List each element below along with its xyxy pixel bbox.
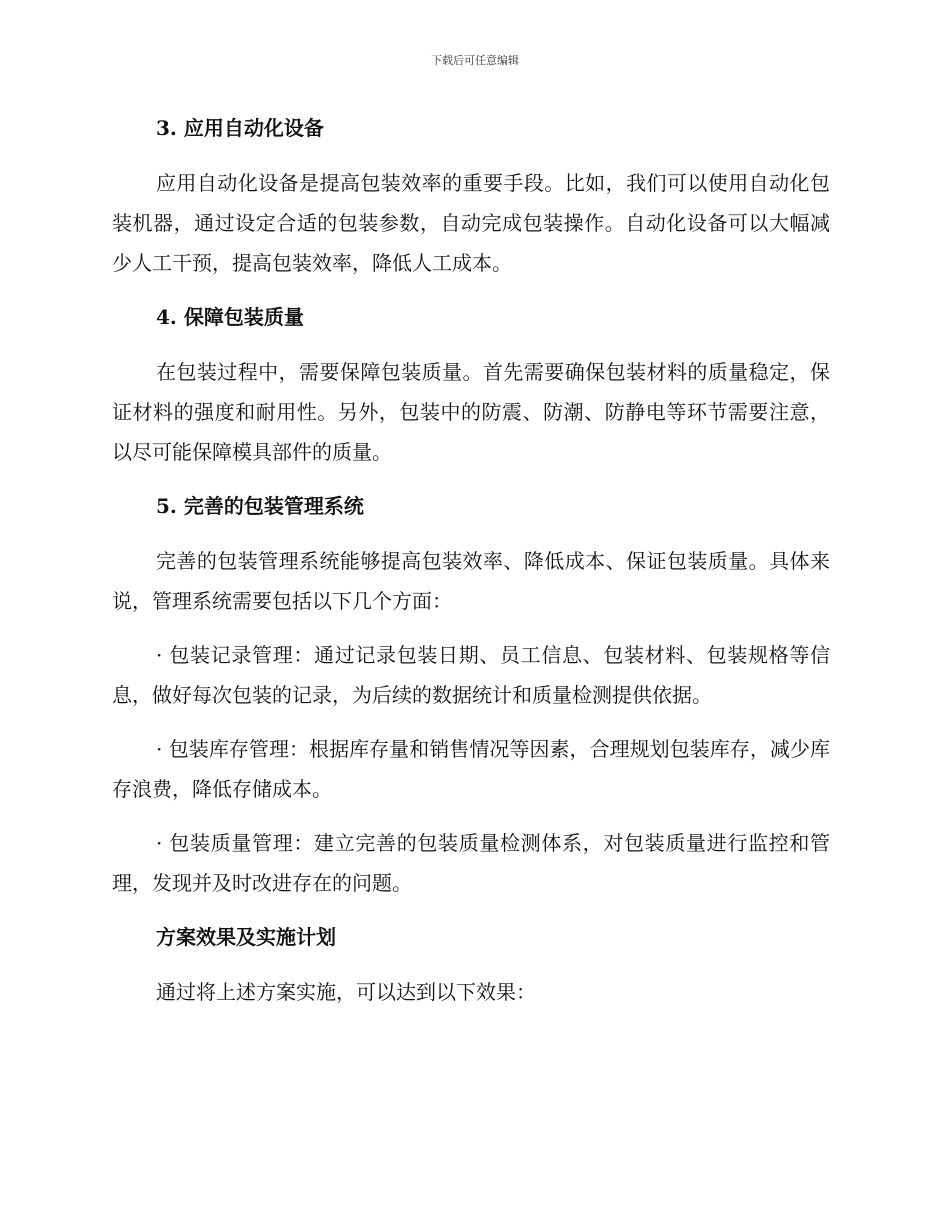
bullet-inventory-management: · 包装库存管理：根据库存量和销售情况等因素，合理规划包装库存，减少库存浪费，降低存储成本。 xyxy=(112,737,830,801)
section-heading-quality: 4. 保障包装质量 xyxy=(156,305,304,329)
section-paragraph-effects: 通过将上述方案实施，可以达到以下效果： xyxy=(156,980,536,1004)
section-paragraph-management: 完善的包装管理系统能够提高包装效率、降低成本、保证包装质量。具体来说，管理系统需要包括以下几个方面： xyxy=(112,549,830,613)
document-body xyxy=(112,108,830,1012)
bullet-record-management: · 包装记录管理：通过记录包装日期、员工信息、包装材料、包装规格等信息，做好每次包装的记录，为后续的数据统计和质量检测提供依据。 xyxy=(112,643,830,707)
section-heading-effects: 方案效果及实施计划 xyxy=(156,925,336,949)
section-paragraph-automation: 应用自动化设备是提高包装效率的重要手段。比如，我们可以使用自动化包装机器，通过设定合适的包装参数，自动完成包装操作。自动化设备可以大幅减少人工干预，提高包装效率，降低人工成本。 xyxy=(112,171,830,275)
section-heading-automation: 3. 应用自动化设备 xyxy=(156,116,324,140)
section-heading-management: 5. 完善的包装管理系统 xyxy=(156,494,364,518)
section-paragraph-quality: 在包装过程中，需要保障包装质量。首先需要确保包装材料的质量稳定，保证材料的强度和耐用性。另外，包装中的防震、防潮、防静电等环节需要注意，以尽可能保障模具部件的质量。 xyxy=(112,360,830,464)
page-header: 下载后可任意编辑 xyxy=(431,54,519,67)
bullet-quality-management: · 包装质量管理：建立完善的包装质量检测体系，对包装质量进行监控和管理，发现并及时改进存在的问题。 xyxy=(112,831,830,895)
